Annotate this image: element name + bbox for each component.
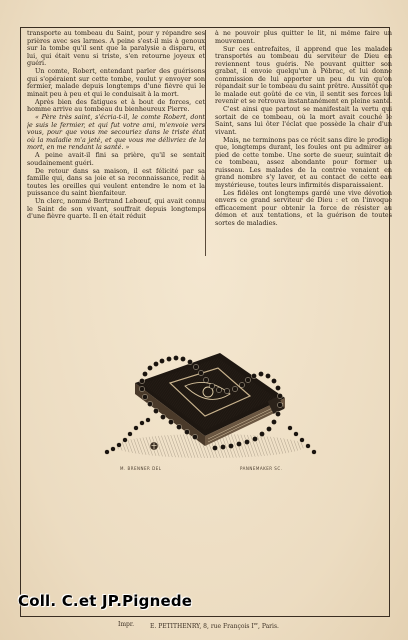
printer-name: E. PETITHENRY, 8, rue François I [150, 623, 254, 630]
paragraph: à ne pouvoir plus quitter le lit, ni même faire un mouvement. [215, 30, 392, 45]
engraving-credit-right: PANNEMAKER SC. [240, 466, 283, 471]
paragraph: De retour dans sa maison, il est félicité par sa famille qui, dans sa joie et sa reconnaissance, redit à toutes les oreilles qui veulent entendre le nom et la puissance du saint bienfaiteur. [27, 166, 205, 197]
printer-line [150, 621, 279, 630]
engraving-credit-left: M. BRENNER DEL [120, 466, 162, 471]
left-text-column [27, 30, 205, 256]
paragraph: transporte au tombeau du Saint, pour y répandre ses prières avec ses larmes. A peine s'est-il mis à genoux sur la tombe qu'il sent que la paralysie a disparu, et lui, qui était venu si triste, s'en retourne joyeux et guéri. [27, 30, 205, 67]
paragraph: C'est ainsi que partout se manifestait la vertu qui sortait de ce tombeau, où la mort avait couché le Saint, sans lui ôter l'éclat que possède la chair d'un vivant. [215, 105, 392, 136]
column-divider [205, 30, 206, 256]
cross-medal-icon [150, 442, 158, 450]
paragraph: A peine avait-il fini sa prière, qu'il se sentait soudainement guéri. [27, 151, 205, 167]
paragraph: Sur ces entrefaites, il apprend que les malades transportés au tombeau du serviteur de Dieu en reviennent tous guéris. Ne pouvant quitter son grabat, il envoie quelqu'un à Pébrac, et lui donne commission de lui apporter un peu du vin qu'on répandait sur le tombeau du saint prêtre. Aussitôt que le malade eut goûté de ce vin, il sentit ses forces lui revenir et se retrouva instantanément en pleine santé. [215, 44, 392, 105]
book-rosary-engraving [90, 328, 320, 468]
right-text-column [215, 30, 392, 256]
printer-city: , Paris. [258, 623, 279, 630]
paragraph: Après bien des fatigues et à bout de forces, cet homme arrive au tombeau du bienheureux Pierre. [27, 97, 205, 113]
quote-paragraph: « Père très saint, s'écria-t-il, le comte Robert, dont je suis le fermier, et qui fut votre ami, m'envoie vers vous, pour que vous me secouriez dans le triste état où la maladie m'a jeté, et que vous me délivriez de la mort, en me rendant la santé. » [27, 113, 205, 151]
collection-watermark: Coll. C.et JP.Pignede [18, 592, 193, 610]
paragraph: Un comte, Robert, entendant parler des guérisons qui s'opéraient sur cette tombe, voulut y envoyer son fermier, malade depuis longtemps d'une fièvre qui le minait peu à peu et qui le conduisait à la mort. [27, 67, 205, 98]
paragraph: Les fidèles ont longtemps gardé une vive dévotion envers ce grand serviteur de Dieu : et on l'invoque efficacement pour obtenir la force de résister au démon et aux tentations, et la guérison de toutes sortes de maladies. [215, 188, 392, 227]
printer-superscript: er [253, 621, 259, 626]
imprint-label: Impr. [118, 621, 135, 628]
paragraph: Mais, ne terminons pas ce récit sans dire le prodige que, longtemps durant, les foules ont pu admirer au pied de cette tombe. Une sorte de sueur, suintait de ce tombeau, assez abondante pour former un ruisseau. Les malades de la contrée venaient en grand nombre s'y laver, et au contact de cette eau mystérieuse, toutes leurs infirmités disparaissaient. [215, 135, 392, 189]
paragraph: Un clerc, nommé Bertrand Lebœuf, qui avait connu le Saint de son vivant, souffrait depuis longtemps d'une fièvre quarte. Il en était réduit [27, 197, 205, 220]
